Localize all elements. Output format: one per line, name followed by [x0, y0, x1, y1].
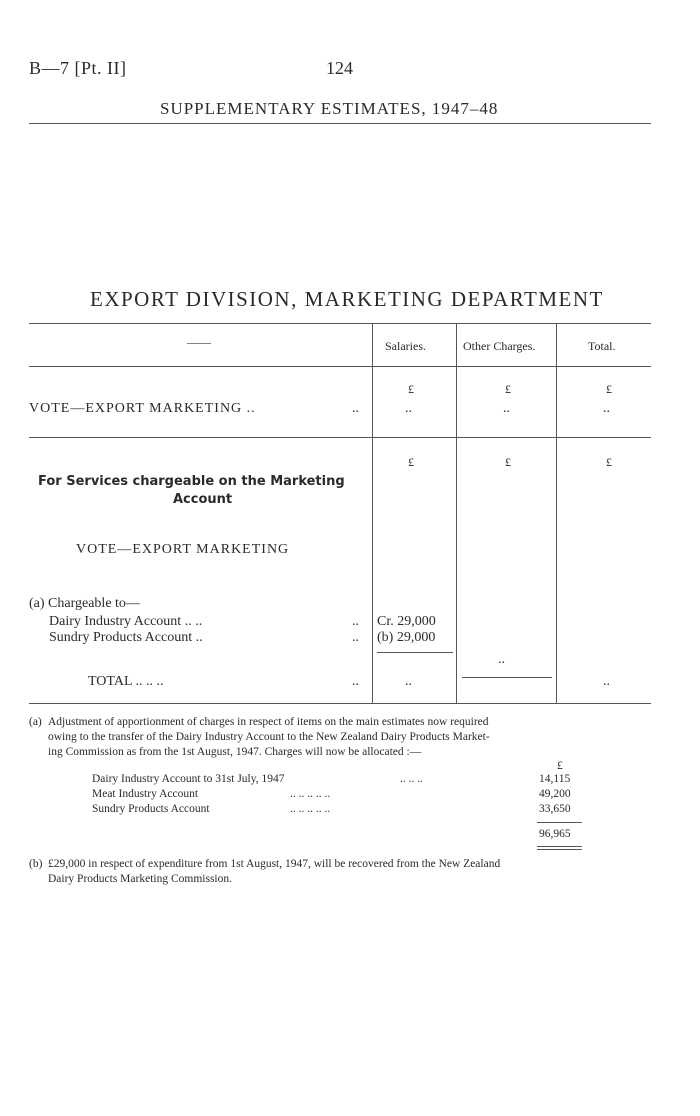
footnote-b-line: £29,000 in respect of expenditure from 1st August, 1947, will be recovered from the New Zealand: [48, 858, 501, 870]
allocation-value: 33,650: [539, 803, 571, 815]
item-salaries-dairy: Cr. 29,000: [377, 614, 436, 629]
footnote-a-line: owing to the transfer of the Dairy Industry Account to the New Zealand Dairy Products Market-: [48, 731, 490, 743]
footnote-a-line: ing Commission as from the 1st August, 1947. Charges will now be allocated :—: [48, 746, 422, 758]
leader-dots: ..: [352, 614, 359, 629]
total-row-label: TOTAL .. .. ..: [88, 674, 164, 689]
vote-other-charges-value: ..: [503, 401, 510, 416]
allocation-value: 49,200: [539, 788, 571, 800]
vote-bottom-rule: [29, 437, 651, 438]
pound-sign: £: [408, 455, 414, 469]
table-top-rule: [29, 323, 651, 324]
pound-sign: £: [408, 382, 414, 396]
column-header-other-charges: Other Charges.: [463, 339, 536, 353]
pound-sign: £: [606, 382, 612, 396]
allocation-label: Dairy Industry Account to 31st July, 1947: [92, 773, 285, 785]
leader-dots: .. .. .. .. ..: [290, 803, 331, 815]
footnote-b-line: Dairy Products Marketing Commission.: [48, 873, 232, 885]
total-total-value: ..: [603, 674, 610, 689]
total-salaries-value: ..: [405, 674, 412, 689]
footnote-a-line: Adjustment of apportionment of charges in respect of items on the main estimates now required: [48, 716, 489, 728]
allocation-total-double-rule: [537, 846, 582, 847]
stub-heading-dash: ——: [187, 335, 211, 349]
pound-sign: £: [606, 455, 612, 469]
services-heading-continuation: Account: [173, 492, 233, 507]
column-header-salaries: Salaries.: [385, 339, 426, 353]
allocation-total-double-rule: [537, 849, 582, 850]
pound-sign: £: [557, 760, 563, 772]
allocation-sum-rule: [537, 822, 582, 823]
leader-dots: .. .. ..: [400, 773, 423, 785]
running-title: SUPPLEMENTARY ESTIMATES, 1947–48: [160, 99, 499, 118]
vote-total-value: ..: [603, 401, 610, 416]
item-salaries-sundry: (b) 29,000: [377, 630, 436, 645]
column-header-total: Total.: [588, 339, 616, 353]
vote-row-label: VOTE—EXPORT MARKETING ..: [29, 401, 256, 416]
leader-dots: .. .. .. .. ..: [290, 788, 331, 800]
other-charges-dots: ..: [498, 652, 505, 667]
vote-subheading: VOTE—EXPORT MARKETING: [76, 542, 290, 557]
leader-dots: ..: [352, 674, 359, 689]
vote-salaries-value: ..: [405, 401, 412, 416]
column-divider-2: [456, 323, 457, 703]
allocation-value: 14,115: [539, 773, 571, 785]
footnote-marker-a: (a): [29, 716, 42, 728]
salaries-subtotal-rule: [377, 652, 453, 653]
leader-dots: ..: [352, 630, 359, 645]
allocation-label: Sundry Products Account: [92, 803, 210, 815]
allocation-label: Meat Industry Account: [92, 788, 199, 800]
item-label-dairy: Dairy Industry Account .. ..: [49, 614, 203, 629]
page-title: EXPORT DIVISION, MARKETING DEPARTMENT: [90, 287, 604, 311]
page-number: 124: [326, 58, 353, 78]
column-divider-1: [372, 323, 373, 703]
other-charges-total-rule: [462, 677, 552, 678]
services-heading: For Services chargeable on the Marketing: [38, 474, 345, 489]
item-label-sundry: Sundry Products Account ..: [49, 630, 203, 645]
footnote-marker-b: (b): [29, 858, 43, 870]
allocation-total: 96,965: [539, 828, 571, 840]
chargeable-label: (a) Chargeable to—: [29, 596, 140, 611]
document-reference: B—7 [Pt. II]: [29, 58, 127, 78]
table-bottom-rule: [29, 703, 651, 704]
header-rule: [29, 123, 651, 124]
leader-dots: ..: [352, 401, 359, 416]
pound-sign: £: [505, 455, 511, 469]
header-bottom-rule: [29, 366, 651, 367]
pound-sign: £: [505, 382, 511, 396]
column-divider-3: [556, 323, 557, 703]
